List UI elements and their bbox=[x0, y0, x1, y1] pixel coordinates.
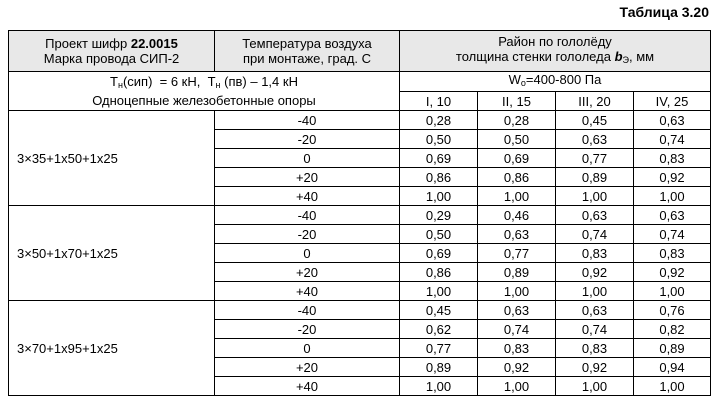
table-row bbox=[9, 301, 711, 320]
project-header-cell bbox=[9, 31, 215, 72]
coefficient-cell: 1,00 bbox=[400, 282, 478, 301]
tension-b-symbol: T bbox=[207, 74, 216, 89]
column-header: III, 20 bbox=[556, 92, 634, 111]
coefficient-cell: 0,50 bbox=[400, 130, 478, 149]
coefficient-cell: 0,63 bbox=[634, 111, 711, 130]
coefficient-cell: 0,74 bbox=[556, 225, 634, 244]
tension-b-value: (пв) – 1,4 кН bbox=[220, 74, 298, 89]
coefficient-cell: 0,63 bbox=[634, 206, 711, 225]
header-row bbox=[9, 31, 711, 72]
temperature-cell: -20 bbox=[215, 130, 400, 149]
support-type: Одноцепные железобетонные опоры bbox=[92, 93, 316, 108]
table-caption: Таблица 3.20 bbox=[619, 4, 709, 20]
coefficient-cell: 0,63 bbox=[478, 301, 556, 320]
coefficient-cell: 0,92 bbox=[556, 358, 634, 377]
coefficient-cell: 0,77 bbox=[400, 339, 478, 358]
coefficient-cell: 0,83 bbox=[556, 244, 634, 263]
coefficient-cell: 0,74 bbox=[634, 225, 711, 244]
coefficient-cell: 0,82 bbox=[634, 320, 711, 339]
coefficient-cell: 0,46 bbox=[478, 206, 556, 225]
coefficient-cell: 1,00 bbox=[556, 377, 634, 396]
coefficient-cell: 0,45 bbox=[400, 301, 478, 320]
table-row bbox=[9, 111, 711, 130]
wind-symbol: W bbox=[508, 72, 521, 87]
coefficient-cell: 1,00 bbox=[634, 187, 711, 206]
temperature-cell: +20 bbox=[215, 263, 400, 282]
coefficient-cell: 1,00 bbox=[634, 377, 711, 396]
tension-a-subscript: н bbox=[117, 80, 123, 90]
coefficient-cell: 0,63 bbox=[556, 301, 634, 320]
temperature-cell: 0 bbox=[215, 339, 400, 358]
coefficient-cell: 0,74 bbox=[556, 320, 634, 339]
coefficient-cell: 0,92 bbox=[478, 358, 556, 377]
coefficient-cell: 0,89 bbox=[400, 358, 478, 377]
coefficient-cell: 0,83 bbox=[478, 339, 556, 358]
coefficient-cell: 0,45 bbox=[556, 111, 634, 130]
coefficient-cell: 0,92 bbox=[634, 263, 711, 282]
wind-pressure-value: =400-800 Па bbox=[525, 72, 602, 87]
column-header: I, 10 bbox=[400, 92, 478, 111]
coefficient-cell: 0,29 bbox=[400, 206, 478, 225]
coefficient-cell: 0,77 bbox=[478, 244, 556, 263]
coefficient-cell: 1,00 bbox=[400, 187, 478, 206]
coefficient-cell: 0,62 bbox=[400, 320, 478, 339]
tension-a-symbol: T bbox=[110, 74, 118, 89]
column-header: IV, 25 bbox=[634, 92, 711, 111]
coefficient-cell: 0,92 bbox=[634, 168, 711, 187]
coefficient-cell: 1,00 bbox=[400, 377, 478, 396]
temperature-cell: 0 bbox=[215, 149, 400, 168]
coefficient-cell: 1,00 bbox=[478, 187, 556, 206]
table-row bbox=[9, 206, 711, 225]
region-label-line1: Район по гололёду bbox=[498, 34, 612, 49]
coefficient-cell: 1,00 bbox=[556, 187, 634, 206]
data-table bbox=[8, 30, 711, 396]
conditions-cell bbox=[9, 72, 400, 111]
coefficient-cell: 0,92 bbox=[556, 263, 634, 282]
region-header-cell bbox=[400, 31, 711, 72]
tension-b-subscript: н bbox=[215, 80, 221, 90]
temperature-cell: -20 bbox=[215, 225, 400, 244]
region-unit: , мм bbox=[628, 49, 655, 64]
coefficient-cell: 1,00 bbox=[478, 282, 556, 301]
coefficient-cell: 0,63 bbox=[556, 206, 634, 225]
ice-thickness-subscript: Э bbox=[622, 55, 629, 65]
column-header: II, 15 bbox=[478, 92, 556, 111]
temperature-cell: +20 bbox=[215, 358, 400, 377]
coefficient-cell: 0,86 bbox=[478, 168, 556, 187]
wire-spec-cell: 3×70+1х95+1х25 bbox=[9, 301, 215, 396]
temperature-header-cell bbox=[215, 31, 400, 72]
wind-subscript: o bbox=[520, 78, 526, 88]
coefficient-cell: 0,89 bbox=[634, 339, 711, 358]
coefficient-cell: 0,89 bbox=[478, 263, 556, 282]
temperature-cell: -40 bbox=[215, 301, 400, 320]
coefficient-cell: 0,83 bbox=[634, 244, 711, 263]
coefficient-cell: 0,28 bbox=[400, 111, 478, 130]
project-label: Проект шифр bbox=[45, 36, 128, 51]
coefficient-cell: 0,28 bbox=[478, 111, 556, 130]
coefficient-cell: 0,50 bbox=[478, 130, 556, 149]
coefficient-cell: 0,83 bbox=[634, 149, 711, 168]
coefficient-cell: 0,76 bbox=[634, 301, 711, 320]
wind-pressure-cell bbox=[400, 72, 711, 92]
coefficient-cell: 0,50 bbox=[400, 225, 478, 244]
coefficient-cell: 0,63 bbox=[556, 130, 634, 149]
coefficient-cell: 0,86 bbox=[400, 168, 478, 187]
coefficient-cell: 1,00 bbox=[478, 377, 556, 396]
temperature-cell: -40 bbox=[215, 206, 400, 225]
temperature-cell: +40 bbox=[215, 282, 400, 301]
temperature-label-line2: при монтаже, град. С bbox=[242, 51, 372, 66]
coefficient-cell: 0,94 bbox=[634, 358, 711, 377]
coefficient-cell: 0,89 bbox=[556, 168, 634, 187]
coefficient-cell: 0,83 bbox=[556, 339, 634, 358]
temperature-cell: -40 bbox=[215, 111, 400, 130]
wire-spec-cell: 3×50+1х70+1х25 bbox=[9, 206, 215, 301]
temperature-cell: +40 bbox=[215, 187, 400, 206]
conditions-row bbox=[9, 72, 711, 92]
wire-spec-cell: 3×35+1х50+1х25 bbox=[9, 111, 215, 206]
coefficient-cell: 1,00 bbox=[634, 282, 711, 301]
coefficient-cell: 0,74 bbox=[478, 320, 556, 339]
ice-thickness-symbol: b bbox=[614, 49, 623, 64]
coefficient-cell: 0,77 bbox=[556, 149, 634, 168]
tension-a-value: (сип) = 6 кН, bbox=[122, 74, 208, 89]
coefficient-cell: 0,63 bbox=[478, 225, 556, 244]
wire-brand-label: Марка провода СИП-2 bbox=[43, 51, 180, 66]
temperature-label-line1: Температура воздуха bbox=[242, 36, 372, 51]
coefficient-cell: 0,69 bbox=[400, 149, 478, 168]
temperature-cell: -20 bbox=[215, 320, 400, 339]
coefficient-cell: 1,00 bbox=[556, 282, 634, 301]
project-code: 22.0015 bbox=[130, 36, 178, 51]
temperature-cell: +40 bbox=[215, 377, 400, 396]
coefficient-cell: 0,74 bbox=[634, 130, 711, 149]
coefficient-cell: 0,69 bbox=[400, 244, 478, 263]
region-label-line2: толщина стенки гололеда bbox=[455, 49, 611, 64]
temperature-cell: 0 bbox=[215, 244, 400, 263]
temperature-cell: +20 bbox=[215, 168, 400, 187]
coefficient-cell: 0,69 bbox=[478, 149, 556, 168]
coefficient-cell: 0,86 bbox=[400, 263, 478, 282]
